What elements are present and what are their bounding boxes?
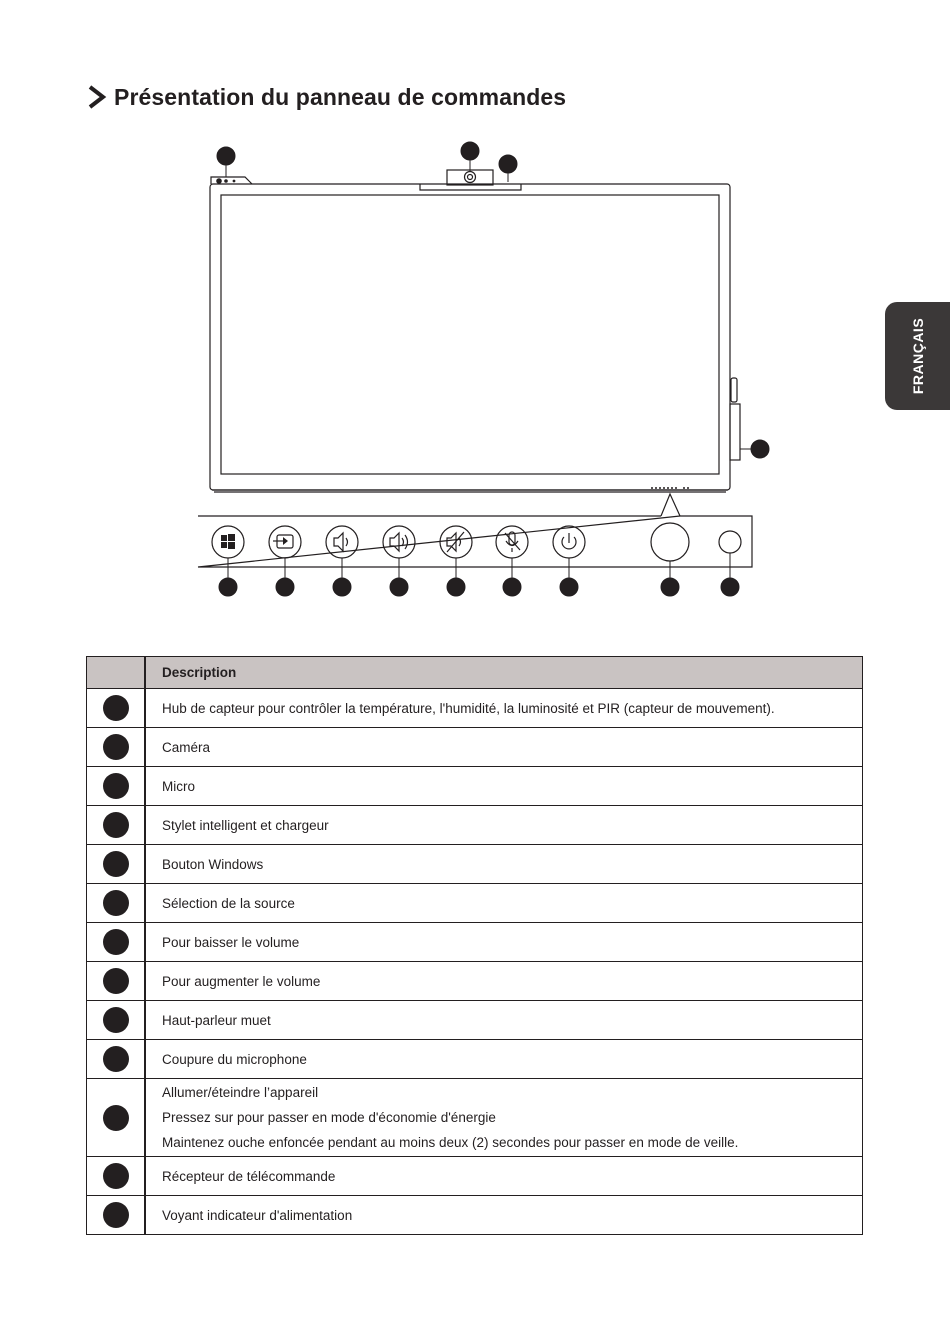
control-strip-indicators xyxy=(651,487,689,489)
description-cell xyxy=(145,689,863,728)
description-cell xyxy=(145,1196,863,1235)
table-row xyxy=(87,923,863,962)
callout-number-cell xyxy=(87,728,146,767)
volume-up-icon xyxy=(390,533,408,551)
description-cell xyxy=(145,1001,863,1040)
smart-stylus xyxy=(730,378,740,460)
callout-marker xyxy=(103,1163,129,1189)
description-text: Sélection de la source xyxy=(162,895,295,911)
callout-number-cell xyxy=(87,845,146,884)
callout-number-cell xyxy=(87,806,146,845)
input-source-icon xyxy=(273,535,293,548)
display-screen xyxy=(221,195,719,474)
table-row xyxy=(87,962,863,1001)
callout-number-cell xyxy=(87,1079,146,1157)
description-text: Pressez sur pour passer en mode d'économie d'énergie xyxy=(162,1110,496,1125)
description-text: Pour baisser le volume xyxy=(162,934,300,950)
table-row xyxy=(87,806,863,845)
description-table xyxy=(86,656,863,1235)
table-row xyxy=(87,767,863,806)
description-text: Stylet intelligent et chargeur xyxy=(162,817,329,833)
table-row xyxy=(87,728,863,767)
description-text: Hub de capteur pour contrôler la température, l'humidité, la luminosité et PIR (capteur de mouvement). xyxy=(162,700,775,716)
callout-marker xyxy=(103,734,129,760)
description-text: Caméra xyxy=(162,739,211,755)
callout-markers xyxy=(217,142,769,596)
table-row xyxy=(87,1079,863,1157)
table-row xyxy=(87,884,863,923)
callout-marker xyxy=(103,1046,129,1072)
callout-number-cell xyxy=(87,1196,146,1235)
number-column-header xyxy=(87,657,146,689)
table-row xyxy=(87,1040,863,1079)
callout-marker xyxy=(103,890,129,916)
table-row xyxy=(87,689,863,728)
description-cell xyxy=(145,728,863,767)
windows-icon xyxy=(221,534,235,549)
callout-marker xyxy=(103,773,129,799)
description-cell xyxy=(145,1079,863,1157)
description-text: Bouton Windows xyxy=(162,856,264,872)
description-text: Récepteur de télécommande xyxy=(162,1168,336,1184)
callout-number-cell xyxy=(87,767,146,806)
control-panel-diagram xyxy=(0,0,950,640)
description-cell xyxy=(145,962,863,1001)
description-text: Haut-parleur muet xyxy=(162,1012,271,1028)
language-tab-label: FRANÇAIS xyxy=(909,317,926,395)
sensor-hub xyxy=(211,177,252,184)
description-cell xyxy=(145,884,863,923)
description-cell xyxy=(145,1157,863,1196)
callout-marker xyxy=(103,929,129,955)
table-row xyxy=(87,1001,863,1040)
description-cell xyxy=(145,767,863,806)
callout-number-cell xyxy=(87,923,146,962)
callout-marker xyxy=(103,695,129,721)
callout-number-cell xyxy=(87,1157,146,1196)
callout-number-cell xyxy=(87,689,146,728)
callout-marker xyxy=(103,1105,129,1131)
mic-mute-icon xyxy=(505,532,520,552)
description-text: Allumer/éteindre l’appareil xyxy=(162,1085,319,1100)
page-title: Présentation du panneau de commandes xyxy=(114,83,567,110)
description-cell xyxy=(145,923,863,962)
table-row xyxy=(87,845,863,884)
callout-number-cell xyxy=(87,884,146,923)
callout-marker xyxy=(103,1202,129,1228)
volume-down-icon xyxy=(334,533,348,551)
description-text: Maintenez ouche enfoncée pendant au moins deux (2) secondes pour passer en mode de veille. xyxy=(162,1135,739,1150)
callout-marker xyxy=(103,1007,129,1033)
callout-marker xyxy=(103,812,129,838)
description-text: Coupure du microphone xyxy=(162,1051,307,1067)
table-header-row xyxy=(87,657,863,689)
description-cell xyxy=(145,1040,863,1079)
speaker-mute-icon xyxy=(447,532,464,552)
callout-marker xyxy=(103,851,129,877)
callout-number-cell xyxy=(87,1001,146,1040)
callout-number-cell xyxy=(87,962,146,1001)
description-cell xyxy=(145,806,863,845)
display-frame xyxy=(210,184,730,490)
description-text: Micro xyxy=(162,778,195,794)
table-body xyxy=(87,689,863,1235)
table-row xyxy=(87,1196,863,1235)
callout-number-cell xyxy=(87,1040,146,1079)
description-text: Pour augmenter le volume xyxy=(162,973,321,989)
description-text: Voyant indicateur d'alimentation xyxy=(162,1207,353,1223)
table-row xyxy=(87,1157,863,1196)
panel-buttons xyxy=(212,523,741,561)
description-cell xyxy=(145,845,863,884)
callout-marker xyxy=(103,968,129,994)
power-icon xyxy=(562,533,576,549)
description-column-header: Description xyxy=(145,657,863,689)
